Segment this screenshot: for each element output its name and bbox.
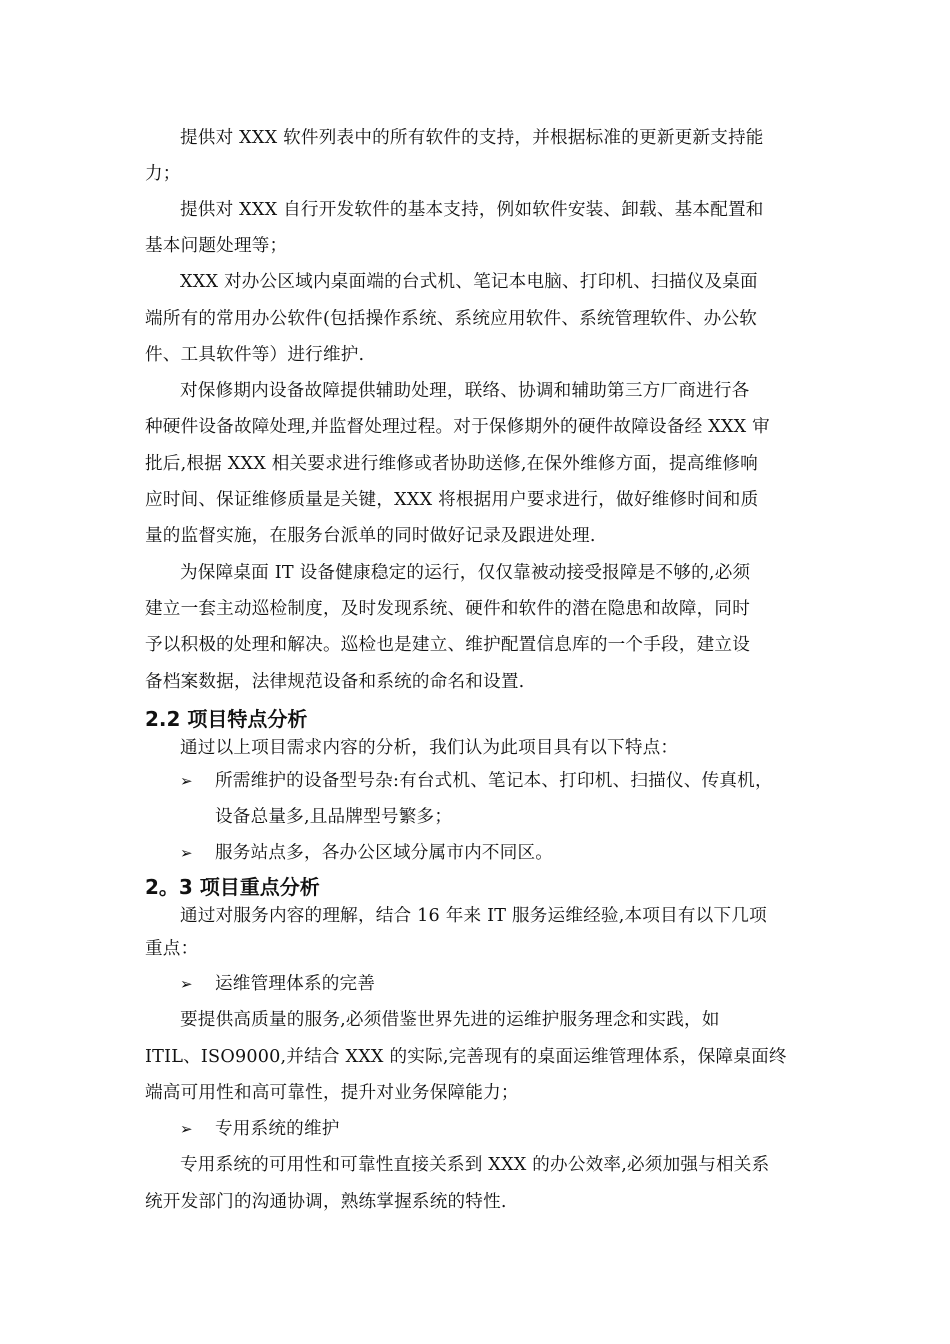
paragraph-4-line-2: 种硬件设备故障处理,并监督处理过程。对于保修期外的硬件故障设备经 XXX 审: [145, 417, 770, 437]
section-2-2-intro: 通过以上项目需求内容的分析，我们认为此项目具有以下特点：: [180, 738, 679, 758]
bullet-arrow-icon: ➢: [180, 772, 193, 790]
paragraph-4-line-1: 对保修期内设备故障提供辅助处理，联络、协调和辅助第三方厂商进行各: [180, 381, 750, 401]
paragraph-3-line-1: XXX 对办公区域内桌面端的台式机、笔记本电脑、打印机、扫描仪及桌面: [180, 272, 758, 292]
paragraph-1-line-2: 力；: [145, 164, 181, 184]
section-2-3-intro-line-2: 重点：: [145, 939, 199, 959]
bullet-arrow-icon: ➢: [180, 975, 193, 993]
paragraph-4-line-3: 批后,根据 XXX 相关要求进行维修或者协助送修,在保外维修方面，提高维修响: [145, 454, 758, 474]
paragraph-4-line-5: 量的监督实施，在服务台派单的同时做好记录及跟进处理.: [145, 526, 596, 546]
point-2-title: 专用系统的维护: [215, 1119, 340, 1139]
paragraph-3-line-3: 件、工具软件等）进行维护.: [145, 345, 365, 365]
point-2-text-line-2: 统开发部门的沟通协调，熟练掌握系统的特性.: [145, 1192, 507, 1212]
bullet-1-line-2: 设备总量多,且品牌型号繁多；: [215, 807, 453, 827]
bullet-2-text: 服务站点多，各办公区域分属市内不同区。: [215, 843, 554, 863]
section-2-3-intro-line-1: 通过对服务内容的理解，结合 16 年来 IT 服务运维经验,本项目有以下几项: [180, 906, 767, 926]
point-1-text-line-2: ITIL、ISO9000,并结合 XXX 的实际,完善现有的桌面运维管理体系，保障桌面终: [145, 1047, 787, 1067]
point-1-text-line-3: 端高可用性和高可靠性，提升对业务保障能力；: [145, 1083, 519, 1103]
bullet-1-line-1: 所需维护的设备型号杂:有台式机、笔记本、打印机、扫描仪、传真机，: [215, 771, 773, 791]
paragraph-2-line-1: 提供对 XXX 自行开发软件的基本支持，例如软件安装、卸载、基本配置和: [180, 200, 764, 220]
point-1-text-line-1: 要提供高质量的服务,必须借鉴世界先进的运维护服务理念和实践，如: [180, 1010, 720, 1030]
bullet-arrow-icon: ➢: [180, 1120, 193, 1138]
paragraph-4-line-4: 应时间、保证维修质量是关键，XXX 将根据用户要求进行，做好维修时间和质: [145, 490, 759, 510]
point-2-text-line-1: 专用系统的可用性和可靠性直接关系到 XXX 的办公效率,必须加强与相关系: [180, 1155, 770, 1175]
bullet-arrow-icon: ➢: [180, 844, 193, 862]
point-1-title: 运维管理体系的完善: [215, 974, 376, 994]
paragraph-5-line-3: 予以积极的处理和解决。巡检也是建立、维护配置信息库的一个手段，建立设: [145, 635, 750, 655]
paragraph-5-line-2: 建立一套主动巡检制度，及时发现系统、硬件和软件的潜在隐患和故障，同时: [145, 599, 750, 619]
section-2-3-heading: 2。3 项目重点分析: [145, 875, 320, 899]
paragraph-1-line-1: 提供对 XXX 软件列表中的所有软件的支持，并根据标准的更新更新支持能: [180, 128, 764, 148]
paragraph-2-line-2: 基本问题处理等；: [145, 236, 288, 256]
paragraph-5-line-4: 备档案数据，法律规范设备和系统的命名和设置.: [145, 672, 525, 692]
paragraph-5-line-1: 为保障桌面 IT 设备健康稳定的运行，仅仅靠被动接受报障是不够的,必须: [180, 563, 751, 583]
section-2-2-heading: 2.2 项目特点分析: [145, 707, 308, 731]
paragraph-3-line-2: 端所有的常用办公软件(包括操作系统、系统应用软件、系统管理软件、办公软: [145, 309, 758, 329]
